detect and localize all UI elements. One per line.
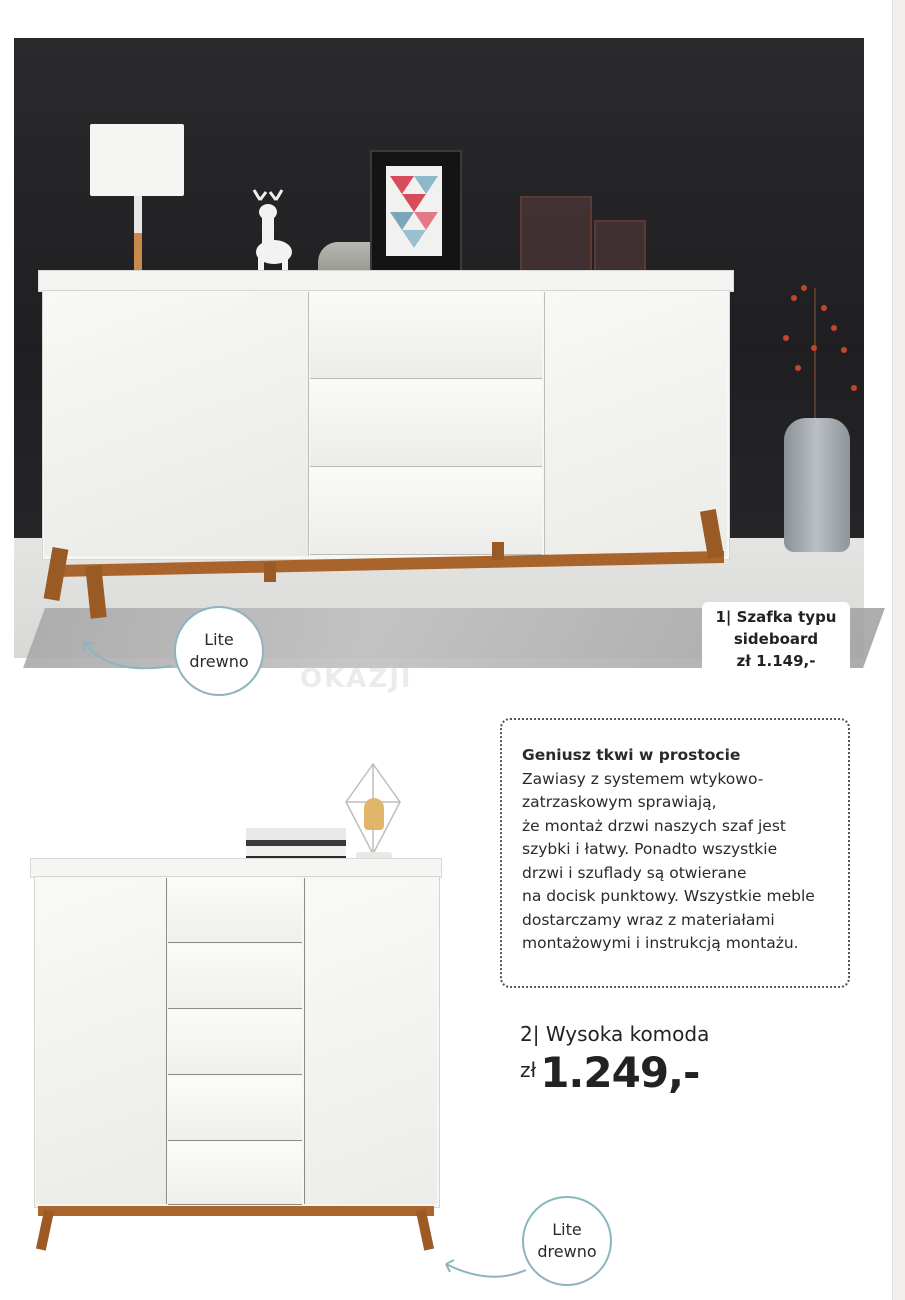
solid-wood-badge-1 [174, 606, 264, 696]
dresser-door-right [304, 878, 437, 1204]
dresser-drawer-4 [168, 1076, 302, 1141]
sideboard-door-right [544, 292, 727, 556]
sideboard-drawer-1 [310, 292, 542, 379]
badge-1-line2: drewno [189, 652, 249, 671]
page-edge [892, 0, 905, 1300]
info-line: montażowymi i instrukcją montażu. [522, 934, 799, 952]
product-2-price [520, 1048, 699, 1097]
sideboard-leg [264, 562, 276, 582]
dresser-drawer-1 [168, 878, 302, 943]
solid-wood-badge-2 [522, 1196, 612, 1286]
badge-1-arrow [78, 636, 178, 676]
info-line: że montaż drzwi naszych szaf jest [522, 816, 786, 835]
info-line: szybki i łatwy. Ponadto wszystkie [522, 840, 778, 858]
red-berries [774, 278, 864, 418]
watermark-text: OKAZJI [300, 664, 413, 694]
light-bulb [364, 798, 384, 830]
info-title: Geniusz tkwi w prostocie [522, 746, 741, 764]
info-line: na docisk punktowy. Wszystkie meble [522, 887, 815, 905]
lantern-large [520, 196, 592, 280]
badge-1-line1: Lite [204, 630, 234, 649]
product-1-price: zł 1.149,- [736, 652, 816, 670]
badge-2-line1: Lite [552, 1220, 582, 1239]
info-line: dostarczamy wraz z materiałami [522, 910, 775, 929]
dresser-drawer-2 [168, 944, 302, 1009]
geometric-art [390, 176, 438, 248]
product-2-amount: 1.249,- [540, 1048, 700, 1097]
product-2-currency: zł [520, 1058, 537, 1082]
sideboard-top [38, 270, 734, 292]
sideboard-door-left [44, 292, 309, 556]
info-line: Zawiasy z systemem wtykowo- [522, 769, 764, 788]
table-lamp-shade [90, 124, 184, 196]
product-1-name-line1: 1| Szafka typu [715, 608, 837, 626]
dresser-wood-frame [38, 1206, 434, 1216]
grey-vase [784, 418, 850, 552]
product-1-label [702, 602, 850, 682]
dresser-drawer-5 [168, 1142, 302, 1205]
dresser-door-left [36, 878, 167, 1204]
info-box [500, 718, 850, 988]
product-2-title: 2| Wysoka komoda [520, 1022, 710, 1046]
info-line: drzwi i szuflady są otwierane [522, 863, 747, 882]
sideboard-drawer-3 [310, 468, 542, 555]
sideboard-drawer-2 [310, 380, 542, 467]
product-1-name-line2: sideboard [733, 630, 819, 648]
sideboard-leg [492, 542, 504, 560]
dresser-drawer-3 [168, 1010, 302, 1075]
badge-2-arrow [440, 1250, 530, 1284]
info-line: zatrzaskowym sprawiają, [522, 793, 717, 811]
dresser-top [30, 858, 442, 878]
badge-2-line2: drewno [537, 1242, 597, 1261]
